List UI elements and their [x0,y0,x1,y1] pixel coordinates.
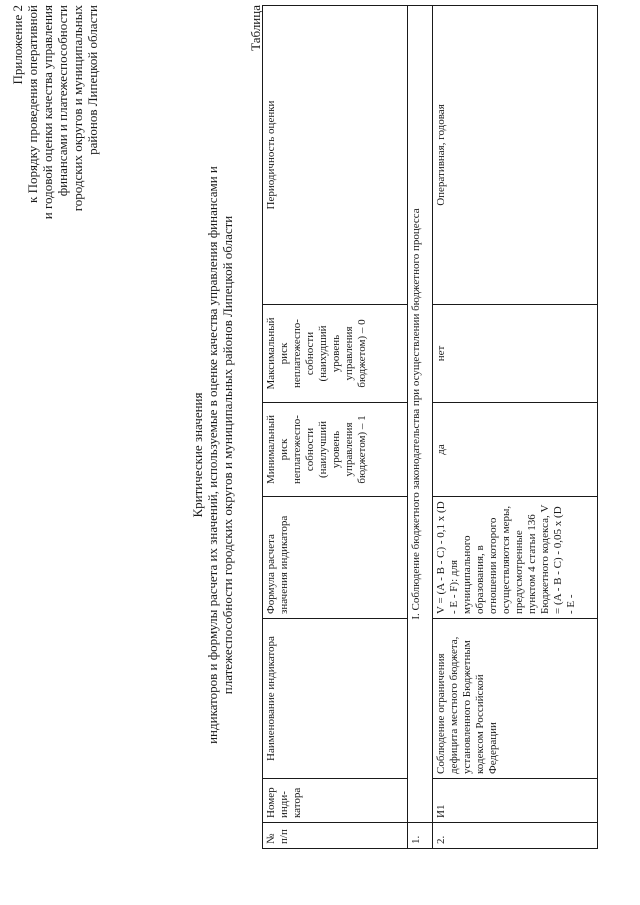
table-section-row [408,6,433,849]
table-row [433,6,598,849]
document-title [190,135,235,775]
header-min-risk: Минимальный риск неплатежеспо-собности (наилучший уровень управления бюджетом) – 1 [263,403,408,497]
appendix-line: к Порядку проведения оперативной [25,5,40,203]
appendix-line: районов Липецкой области [85,5,100,155]
cell-formula: V = (A - B - C) - 0,1 x (D - E - F): для муниципального образования, в отношении которого осуществляются меры, предусмотренные пунктом 4 статьи 136 Бюджетного кодекса, V = (A - B - C) - 0,05 x (D - E - [433,497,598,619]
title-line-1: Критические значения [190,392,205,518]
header-max-risk: Максимальный риск неплатежеспо-собности (наихудший уровень управления бюджетом) – 0 [263,305,408,403]
cell-no: 2. [433,823,598,849]
header-name: Наименование индикатора [263,619,408,779]
appendix-line: финансами и платежеспособности [55,5,70,197]
header-code: Номер инди-катора [263,779,408,823]
appendix-line: Приложение 2 [10,5,25,85]
indicators-table [262,5,598,849]
title-line-2: индикаторов и формулы расчета их значений, используемые в оценке качества управления финансами и [205,166,220,744]
table-header-row [263,6,408,849]
table-caption: Таблица [248,5,263,51]
appendix-header [10,5,100,305]
cell-max-risk: нет [433,305,598,403]
section-no: 1. [408,823,433,849]
title-line-3: платежеспособности городских округов и муниципальных районов Липецкой области [220,215,235,695]
cell-period: Оперативная, годовая [433,6,598,305]
header-period: Периодичность оценки [263,6,408,305]
appendix-line: и годовой оценки качества управления [40,5,55,220]
header-no: № п/п [263,823,408,849]
header-formula: Формула расчета значения индикатора [263,497,408,619]
cell-name: Соблюдение ограничения дефицита местного бюджета, установленного Бюджетным кодексом Российской Федерации [433,619,598,779]
cell-code: И1 [433,779,598,823]
section-title: I. Соблюдение бюджетного законодательства при осуществлении бюджетного процесса [408,6,433,823]
appendix-line: городских округов и муниципальных [70,5,85,212]
cell-min-risk: да [433,403,598,497]
